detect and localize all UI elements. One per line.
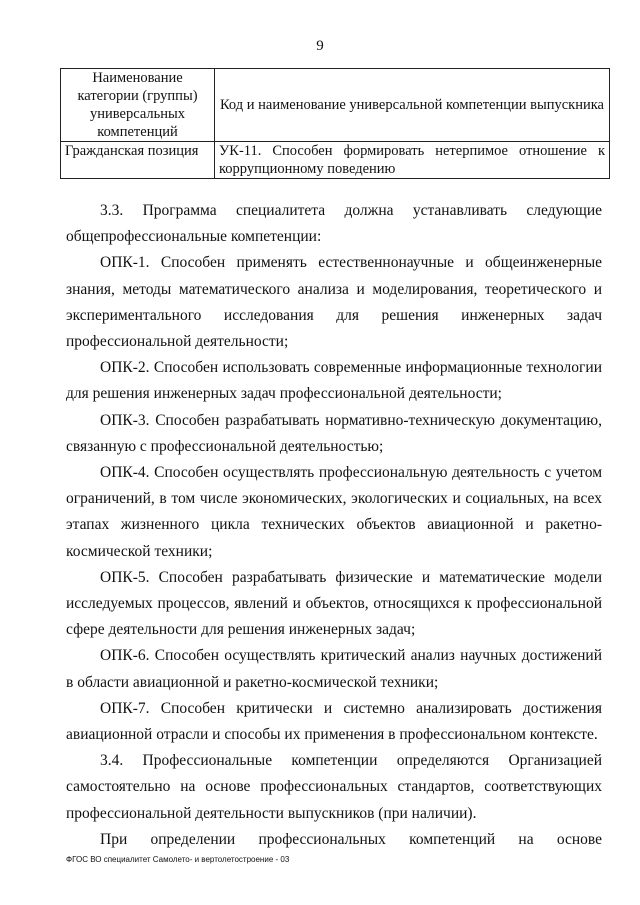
document-footer: ФГОС ВО специалитет Самолето- и вертолетостроение - 03 (66, 855, 290, 864)
paragraph-opk-7: ОПК-7. Способен критически и системно анализировать достижения авиационной отрасли и способы их применения в профессиональном контексте. (66, 699, 602, 744)
document-body (66, 198, 602, 853)
page-number: 9 (316, 38, 324, 54)
paragraph-opk-3: ОПК-3. Способен разрабатывать нормативно-техническую документацию, связанную с профессиональной деятельностью; (66, 411, 602, 455)
table-row (61, 142, 610, 179)
table-cell-competency: УК-11. Способен формировать нетерпимое отношение к коррупционному поведению (215, 142, 610, 179)
table-cell-category: Гражданская позиция (61, 142, 215, 179)
paragraph-opk-4: ОПК-4. Способен осуществлять профессиональную деятельность с учетом ограничений, в том числе экономических, экологических и социальных, на всех этапах жизненного цикла технических объектов авиационной и ракетно-космической техники; (66, 464, 602, 560)
table-header-code: Код и наименование универсальной компетенции выпускника (215, 69, 610, 142)
paragraph-continued: При определении профессиональных компетенций на основе (100, 830, 602, 848)
paragraph-opk-6: ОПК-6. Способен осуществлять критический анализ научных достижений в области авиационной и ракетно-космической техники; (66, 647, 602, 691)
paragraph-3-3: 3.3. Программа специалитета должна устанавливать следующие общепрофессиональные компетенции: (66, 202, 602, 246)
paragraph-opk-2: ОПК-2. Способен использовать современные информационные технологии для решения инженерных задач профессиональной деятельности; (66, 359, 602, 403)
paragraph-3-4: 3.4. Профессиональные компетенции определяются Организацией самостоятельно на основе профессиональных стандартов, соответствующих профессиональной деятельности выпускников (при наличии). (66, 752, 602, 822)
paragraph-opk-1: ОПК-1. Способен применять естественнонаучные и общеинженерные знания, методы математического анализа и моделирования, теоретического и экспериментального исследования для решения инженерных задач профессиональной деятельности; (66, 254, 602, 351)
table-header-row (61, 69, 610, 142)
table-header-category: Наименование категории (группы) универсальных компетенций (61, 69, 215, 142)
paragraph-opk-5: ОПК-5. Способен разрабатывать физические и математические модели исследуемых процессов, явлений и объектов, относящихся к профессиональной сфере деятельности для решения инженерных задач; (66, 568, 602, 639)
competency-table (60, 68, 610, 179)
